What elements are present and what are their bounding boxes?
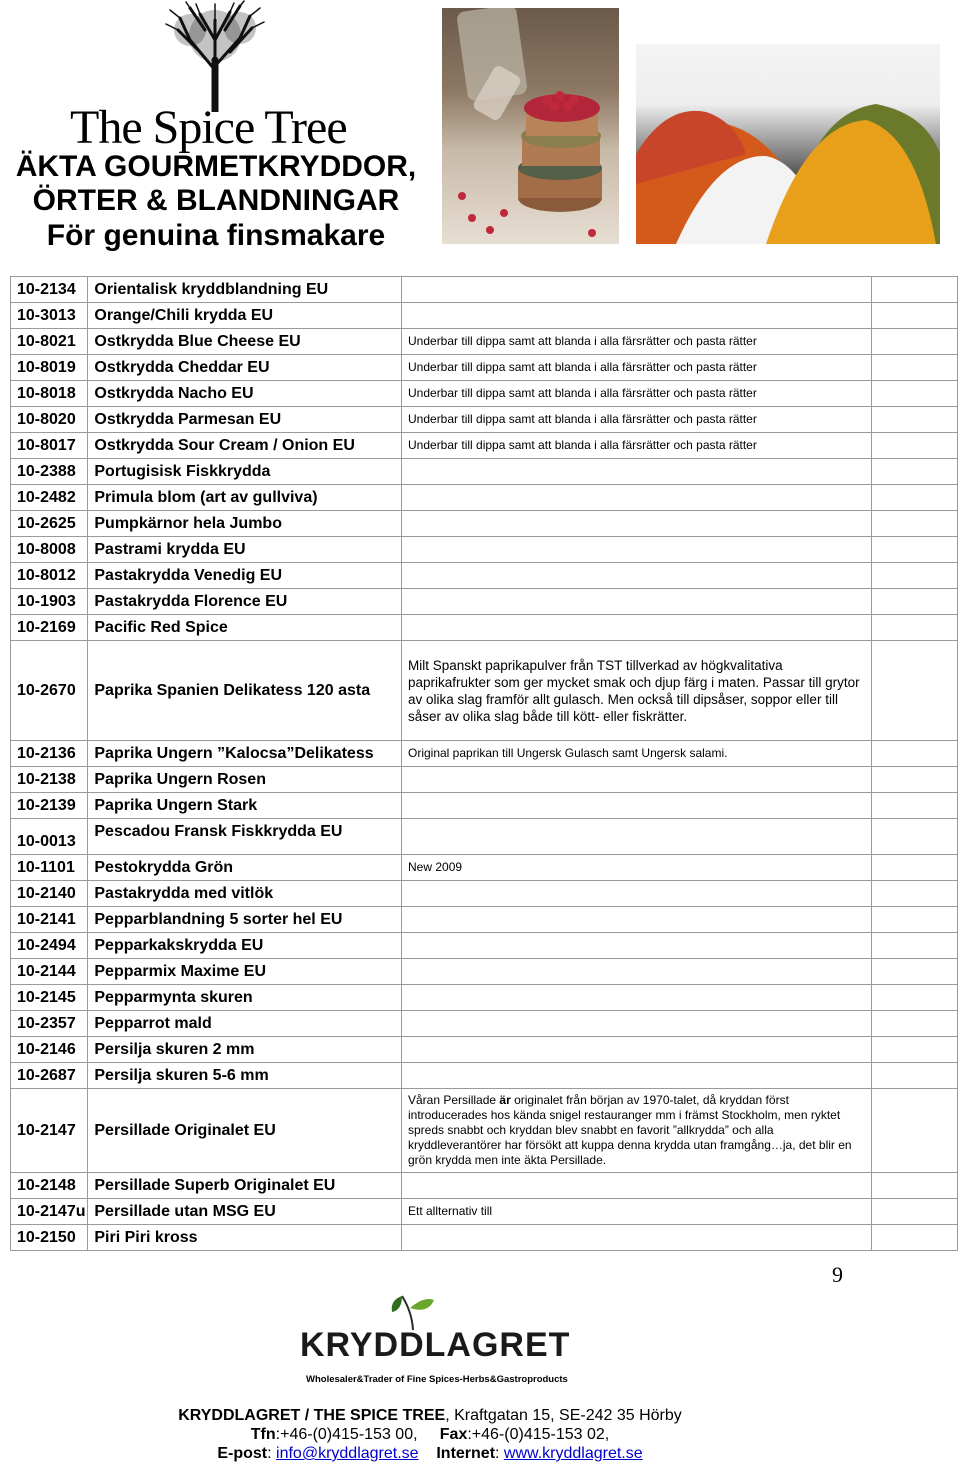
footer-phone-fax: [0, 1426, 860, 1444]
product-code: 10-2138: [11, 767, 88, 793]
table-row: [11, 277, 958, 303]
product-name: Ostkrydda Cheddar EU: [88, 355, 402, 381]
empty-cell: [872, 303, 958, 329]
kryddlagret-wordmark: KRYDDLAGRET: [300, 1326, 571, 1364]
leaf-icon: [388, 1290, 438, 1330]
product-code: 10-2134: [11, 277, 88, 303]
empty-cell: [872, 1173, 958, 1199]
product-code: 10-2494: [11, 933, 88, 959]
company-name: KRYDDLAGRET / THE SPICE TREE: [178, 1407, 446, 1424]
internet-label: Internet: [436, 1445, 496, 1462]
peppercorn-bowls-photo: [442, 8, 619, 244]
product-code: 10-8021: [11, 329, 88, 355]
product-name: Pepparblandning 5 sorter hel EU: [88, 907, 402, 933]
product-name: Persillade Superb Originalet EU: [88, 1173, 402, 1199]
table-row: [11, 855, 958, 881]
product-code: 10-2482: [11, 485, 88, 511]
product-description: [402, 1037, 872, 1063]
product-description: [402, 537, 872, 563]
table-row: [11, 511, 958, 537]
empty-cell: [872, 1199, 958, 1225]
product-code: 10-0013: [11, 819, 88, 855]
spice-tree-logo: [60, 0, 370, 154]
product-description: [402, 1063, 872, 1089]
product-code: 10-2146: [11, 1037, 88, 1063]
empty-cell: [872, 277, 958, 303]
product-description: Underbar till dippa samt att blanda i alla färsrätter och pasta rätter: [402, 407, 872, 433]
product-description: [402, 563, 872, 589]
headline-line-3: För genuina finsmakare: [46, 219, 386, 252]
product-description: Underbar till dippa samt att blanda i alla färsrätter och pasta rätter: [402, 433, 872, 459]
headline-line-2: ÖRTER & BLANDNINGAR: [32, 184, 400, 217]
product-description: [402, 1173, 872, 1199]
empty-cell: [872, 381, 958, 407]
empty-cell: [872, 511, 958, 537]
table-row: [11, 767, 958, 793]
product-name: Pastakrydda med vitlök: [88, 881, 402, 907]
headline-line-1: ÄKTA GOURMETKRYDDOR,: [15, 150, 417, 183]
table-row: [11, 303, 958, 329]
product-name: Pastakrydda Florence EU: [88, 589, 402, 615]
product-name: Ostkrydda Parmesan EU: [88, 407, 402, 433]
product-code: 10-2145: [11, 985, 88, 1011]
empty-cell: [872, 407, 958, 433]
product-code: 10-2169: [11, 615, 88, 641]
empty-cell: [872, 355, 958, 381]
empty-cell: [872, 615, 958, 641]
product-name: Persillade Originalet EU: [88, 1089, 402, 1173]
fax-label: Fax: [439, 1426, 468, 1443]
product-description: [402, 793, 872, 819]
empty-cell: [872, 1225, 958, 1251]
empty-cell: [872, 1063, 958, 1089]
product-code: 10-2148: [11, 1173, 88, 1199]
table-row: [11, 433, 958, 459]
product-description: [402, 277, 872, 303]
table-row: [11, 1089, 958, 1173]
table-row: [11, 1011, 958, 1037]
empty-cell: [872, 959, 958, 985]
brand-name: The Spice Tree: [70, 101, 347, 154]
product-code: 10-8008: [11, 537, 88, 563]
product-code: 10-1101: [11, 855, 88, 881]
product-description: [402, 907, 872, 933]
empty-cell: [872, 855, 958, 881]
table-row: [11, 1037, 958, 1063]
tree-icon: [160, 0, 270, 112]
empty-cell: [872, 767, 958, 793]
table-row: [11, 881, 958, 907]
product-description: [402, 819, 872, 855]
product-code: 10-2141: [11, 907, 88, 933]
table-row: [11, 1199, 958, 1225]
product-code: 10-2140: [11, 881, 88, 907]
empty-cell: [872, 563, 958, 589]
empty-cell: [872, 485, 958, 511]
product-name: Paprika Ungern ”Kalocsa”Delikatess: [88, 741, 402, 767]
table-row: [11, 589, 958, 615]
product-name: Primula blom (art av gullviva): [88, 485, 402, 511]
product-code: 10-8020: [11, 407, 88, 433]
fax-value: :+46-(0)415-153 02,: [467, 1426, 610, 1443]
product-description: Underbar till dippa samt att blanda i alla färsrätter och pasta rätter: [402, 381, 872, 407]
product-code: 10-2139: [11, 793, 88, 819]
kryddlagret-tagline: Wholesaler&Trader of Fine Spices-Herbs&Gastroproducts: [306, 1374, 568, 1385]
description-text: Våran Persillade: [408, 1093, 500, 1107]
product-description: [402, 985, 872, 1011]
product-name: Paprika Ungern Stark: [88, 793, 402, 819]
product-name: Pescadou Fransk Fiskkrydda EU: [88, 819, 402, 855]
spice-heaps-photo: [636, 44, 940, 244]
phone-value: :+46-(0)415-153 00,: [275, 1426, 418, 1443]
email-separator: :: [267, 1445, 277, 1462]
table-row: [11, 959, 958, 985]
table-row: [11, 819, 958, 855]
product-table: [10, 276, 958, 1251]
empty-cell: [872, 459, 958, 485]
table-row: [11, 485, 958, 511]
product-name: Pestokrydda Grön: [88, 855, 402, 881]
product-code: 10-8019: [11, 355, 88, 381]
product-code: 10-3013: [11, 303, 88, 329]
product-code: 10-2357: [11, 1011, 88, 1037]
table-row: [11, 793, 958, 819]
product-name: Persillade utan MSG EU: [88, 1199, 402, 1225]
phone-label: Tfn: [250, 1426, 276, 1443]
product-code: 10-2625: [11, 511, 88, 537]
empty-cell: [872, 741, 958, 767]
product-name: Pepparkakskrydda EU: [88, 933, 402, 959]
table-row: [11, 741, 958, 767]
product-name: Pastrami krydda EU: [88, 537, 402, 563]
product-name: Orange/Chili krydda EU: [88, 303, 402, 329]
table-row: [11, 563, 958, 589]
table-row: [11, 985, 958, 1011]
product-description: Original paprikan till Ungersk Gulasch samt Ungersk salami.: [402, 741, 872, 767]
product-code: 10-2150: [11, 1225, 88, 1251]
product-name: Pepparrot mald: [88, 1011, 402, 1037]
spice-heaps-illustration: [636, 44, 940, 244]
product-description: Milt Spanskt paprikapulver från TST tillverkad av högkvalitativa paprikafrukter som ger mycket smak och djup färg i maten. Passar till grytor av olika slag framför allt gulasch. Men också till dipsåser, soppor eller till såser av olika slag både till kött- eller fiskrätter.: [402, 641, 872, 741]
product-name: Pepparmynta skuren: [88, 985, 402, 1011]
product-description: [402, 933, 872, 959]
product-code: 10-2147u: [11, 1199, 88, 1225]
empty-cell: [872, 641, 958, 741]
product-name: Paprika Ungern Rosen: [88, 767, 402, 793]
empty-cell: [872, 819, 958, 855]
empty-cell: [872, 537, 958, 563]
product-code: 10-8018: [11, 381, 88, 407]
product-code: 10-8012: [11, 563, 88, 589]
product-code: 10-2144: [11, 959, 88, 985]
company-address: , Kraftgatan 15, SE-242 35 Hörby: [445, 1407, 682, 1424]
footer-address: [0, 1407, 860, 1425]
table-row: [11, 459, 958, 485]
product-description: [402, 881, 872, 907]
table-row: [11, 641, 958, 741]
product-name: Orientalisk kryddblandning EU: [88, 277, 402, 303]
empty-cell: [872, 329, 958, 355]
product-name: Ostkrydda Sour Cream / Onion EU: [88, 433, 402, 459]
product-description: [402, 1011, 872, 1037]
email-link[interactable]: info@kryddlagret.se: [276, 1445, 419, 1462]
empty-cell: [872, 881, 958, 907]
internet-separator: :: [495, 1445, 504, 1462]
product-name: Persilja skuren 5-6 mm: [88, 1063, 402, 1089]
product-name: Portugisisk Fiskkrydda: [88, 459, 402, 485]
table-row: [11, 933, 958, 959]
table-row: [11, 537, 958, 563]
table-row: [11, 1225, 958, 1251]
empty-cell: [872, 793, 958, 819]
product-description: [402, 615, 872, 641]
product-name: Pepparmix Maxime EU: [88, 959, 402, 985]
product-code: 10-2388: [11, 459, 88, 485]
website-link[interactable]: www.kryddlagret.se: [503, 1445, 643, 1462]
table-row: [11, 407, 958, 433]
product-description: [402, 1089, 872, 1173]
product-name: Pastakrydda Venedig EU: [88, 563, 402, 589]
peppercorn-bowls-illustration: [442, 8, 619, 244]
empty-cell: [872, 1011, 958, 1037]
product-description: Underbar till dippa samt att blanda i alla färsrätter och pasta rätter: [402, 355, 872, 381]
table-row: [11, 355, 958, 381]
empty-cell: [872, 589, 958, 615]
product-name: Ostkrydda Nacho EU: [88, 381, 402, 407]
table-row: [11, 1173, 958, 1199]
product-description: [402, 511, 872, 537]
empty-cell: [872, 1089, 958, 1173]
table-row: [11, 1063, 958, 1089]
email-label: E-post: [217, 1445, 268, 1462]
product-description: New 2009: [402, 855, 872, 881]
product-description: Ett allternativ till: [402, 1199, 872, 1225]
product-name: Pumpkärnor hela Jumbo: [88, 511, 402, 537]
description-text: originalet från början av 1970-talet, då kryddan först introducerades hos kända snigel restauranger mm i främst Stockholm, men ryktet spreds snabbt och kryddan blev snabbt en favorit ”allkrydda” och alla kryddleverantörer har försökt att kuppa denna krydda utan framgång…ja, det blir en grön krydda men inte äkta Persillade.: [408, 1093, 852, 1167]
product-code: 10-2670: [11, 641, 88, 741]
table-row: [11, 329, 958, 355]
product-code: 10-2687: [11, 1063, 88, 1089]
product-description: [402, 485, 872, 511]
product-code: 10-8017: [11, 433, 88, 459]
product-description: [402, 1225, 872, 1251]
page-number: 9: [832, 1262, 843, 1287]
table-row: [11, 907, 958, 933]
product-name: Piri Piri kross: [88, 1225, 402, 1251]
empty-cell: [872, 985, 958, 1011]
product-code: 10-2136: [11, 741, 88, 767]
empty-cell: [872, 433, 958, 459]
empty-cell: [872, 933, 958, 959]
product-description: [402, 303, 872, 329]
product-description: [402, 959, 872, 985]
description-emphasis: är: [499, 1093, 511, 1107]
table-row: [11, 615, 958, 641]
product-name: Pacific Red Spice: [88, 615, 402, 641]
product-description: [402, 589, 872, 615]
product-description: [402, 767, 872, 793]
empty-cell: [872, 907, 958, 933]
product-code: 10-1903: [11, 589, 88, 615]
product-description: Underbar till dippa samt att blanda i alla färsrätter och pasta rätter: [402, 329, 872, 355]
footer-contact: [0, 1445, 860, 1463]
product-name: Persilja skuren 2 mm: [88, 1037, 402, 1063]
product-description: [402, 459, 872, 485]
product-code: 10-2147: [11, 1089, 88, 1173]
product-name: Ostkrydda Blue Cheese EU: [88, 329, 402, 355]
table-row: [11, 381, 958, 407]
product-name: Paprika Spanien Delikatess 120 asta: [88, 641, 402, 741]
empty-cell: [872, 1037, 958, 1063]
kryddlagret-logo: [300, 1290, 571, 1390]
